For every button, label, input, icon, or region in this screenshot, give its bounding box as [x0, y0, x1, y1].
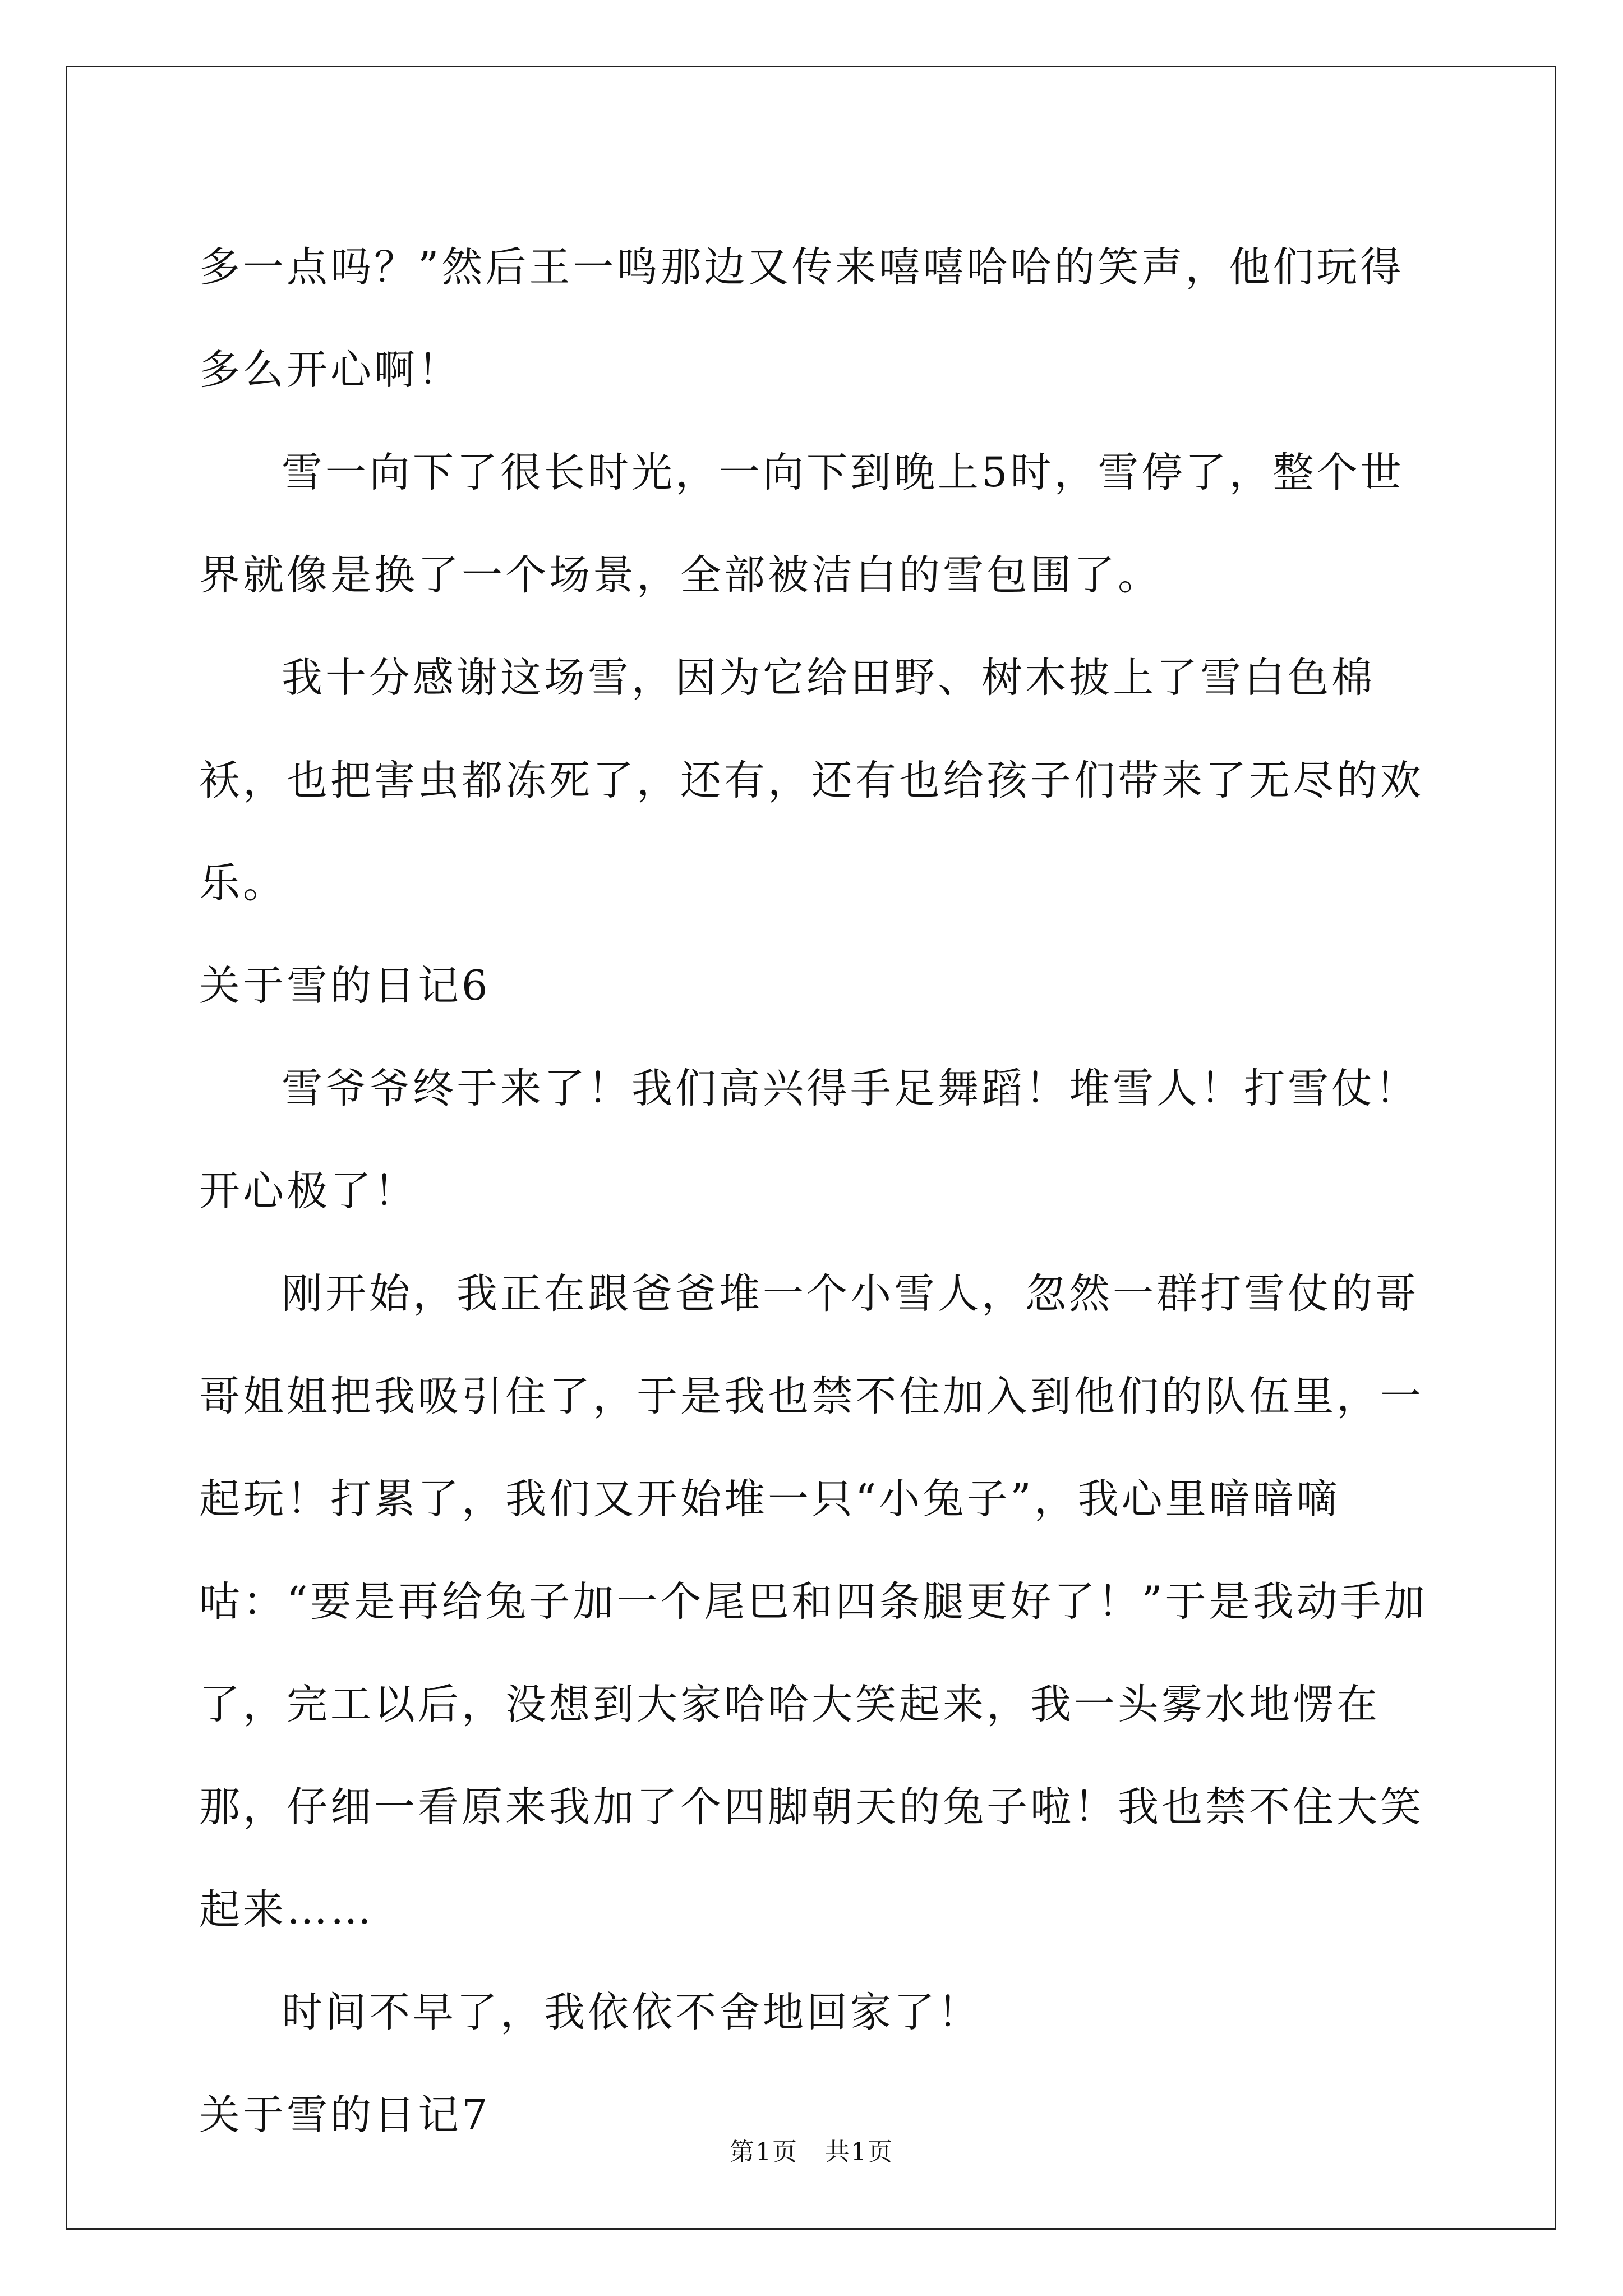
paragraph-4: 雪爷爷终于来了！我们高兴得手足舞蹈！堆雪人！打雪仗！开心极了！ — [199, 1065, 1419, 1215]
document-body — [199, 216, 1433, 2166]
page-number: 第1页 — [730, 2138, 799, 2166]
paragraph-5: 刚开始，我正在跟爸爸堆一个小雪人，忽然一群打雪仗的哥哥姐姐把我吸引住了，于是我也禁不住加入到他们的队伍里，一起玩！打累了，我们又开始堆一只“小兔子”，我心里暗暗嘀咕：“要是再给兔子加一个尾巴和四条腿更好了！”于是我动手加了，完工以后，没想到大家哈哈大笑起来，我一头雾水地愣在那，仔细一看原来我加了个四脚朝天的兔子啦！我也禁不住大笑起来…… — [199, 1270, 1428, 1934]
paragraph-3: 我十分感谢这场雪，因为它给田野、树木披上了雪白色棉袄，也把害虫都冻死了，还有，还有也给孩子们带来了无尽的欢乐。 — [199, 654, 1424, 907]
section-heading-7: 关于雪的日记7 — [199, 2091, 491, 2139]
paragraph-2: 雪一向下了很长时光，一向下到晚上5时，雪停了，整个世界就像是换了一个场景，全部被洁白的雪包围了。 — [199, 449, 1404, 599]
paragraph-1: 多一点吗？”然后王一鸣那边又传来嘻嘻哈哈的笑声，他们玩得多么开心啊！ — [199, 243, 1404, 394]
page-footer — [0, 2132, 1623, 2168]
paragraph-6: 时间不早了，我依依不舍地回家了！ — [282, 1989, 981, 2036]
page-total: 共1页 — [824, 2138, 893, 2166]
section-heading-6: 关于雪的日记6 — [199, 962, 491, 1010]
